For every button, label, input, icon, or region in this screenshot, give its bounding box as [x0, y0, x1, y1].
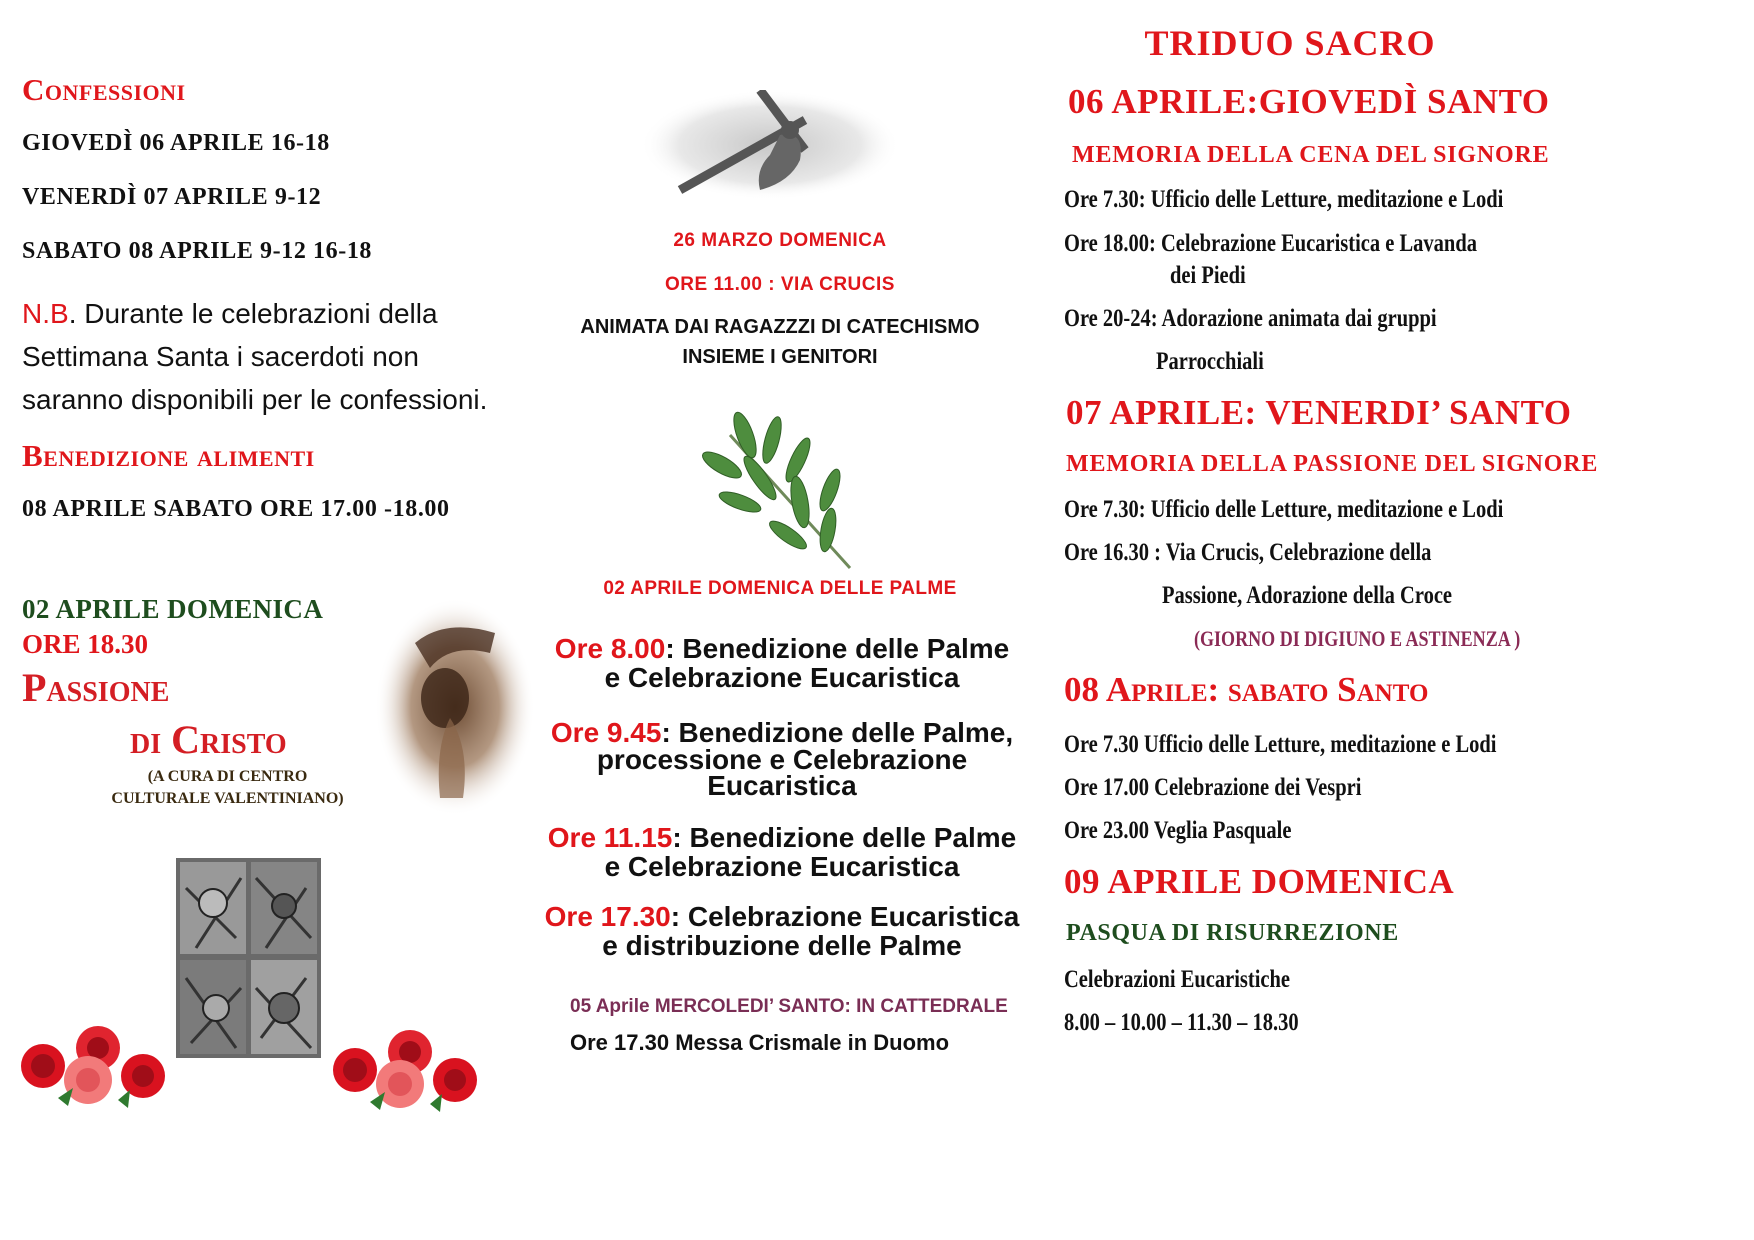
giovedi-subtitle: MEMORIA DELLA CENA DEL SIGNORE	[1072, 142, 1550, 168]
giovedi-line-2: Ore 18.00: Celebrazione Eucaristica e Lavanda	[1064, 230, 1477, 257]
passione-time: ORE 18.30	[22, 629, 149, 659]
sabato-line-2: Ore 17.00 Celebrazione dei Vespri	[1064, 774, 1362, 801]
schedule-line1-2: : Benedizione delle Palme,	[661, 717, 1014, 748]
via-crucis-note-1: ANIMATA DAI RAGAZZZI DI CATECHISMO	[580, 316, 980, 338]
sabato-line-1: Ore 7.30 Ufficio delle Letture, meditazione e Lodi	[1064, 731, 1497, 758]
schedule-line2-4: e distribuzione delle Palme	[602, 930, 962, 961]
schedule-time-1: Ore 8.00	[554, 633, 666, 664]
nb-paragraph	[22, 292, 492, 421]
stained-glass-image	[176, 858, 321, 1058]
confessioni-line-1: GIOVEDÌ 06 APRILE 16-18	[22, 130, 330, 156]
venerdi-line-3: Passione, Adorazione della Croce	[1162, 582, 1453, 609]
via-crucis-time: ORE 11.00 : VIA CRUCIS	[665, 274, 895, 295]
mercoledi-title: 05 Aprile MERCOLEDI’ SANTO: IN CATTEDRALE	[570, 996, 1008, 1017]
schedule-item-4	[522, 902, 1042, 960]
schedule-line1-4: : Celebrazione Eucaristica	[670, 901, 1020, 932]
christ-image	[375, 598, 535, 816]
schedule-line3-2: Eucaristica	[707, 770, 857, 801]
mercoledi-line: Ore 17.30 Messa Crismale in Duomo	[570, 1030, 950, 1055]
schedule-item-2	[522, 718, 1042, 799]
sabato-line-3: Ore 23.00 Veglia Pasquale	[1064, 817, 1292, 844]
nb-label: N.B	[22, 298, 69, 329]
confessioni-title: Confessioni	[22, 72, 186, 107]
schedule-line1-3: : Benedizione delle Palme	[672, 822, 1017, 853]
nb-text: . Durante le celebrazioni della Settimana Santa i sacerdoti non saranno disponibili per le confessioni.	[22, 298, 488, 415]
venerdi-line-1: Ore 7.30: Ufficio delle Letture, meditazione e Lodi	[1064, 496, 1504, 523]
passione-title-1: Passione	[22, 665, 170, 710]
via-crucis-date: 26 MARZO DOMENICA	[673, 230, 887, 251]
triduo-title: TRIDUO SACRO	[1144, 23, 1436, 63]
sabato-title: 08 Aprile: sabato Santo	[1064, 670, 1429, 709]
passione-note-1: (A CURA DI CENTRO	[147, 768, 308, 785]
giovedi-line-5: Parrocchiali	[1156, 348, 1264, 375]
giovedi-title: 06 APRILE:GIOVEDÌ SANTO	[1068, 82, 1550, 121]
benedizione-line: 08 APRILE SABATO ORE 17.00 -18.00	[22, 496, 450, 522]
passione-date: 02 APRILE DOMENICA	[22, 594, 324, 624]
roses-right-image	[330, 1022, 480, 1112]
schedule-item-3	[522, 823, 1042, 881]
schedule-time-3: Ore 11.15	[547, 822, 673, 853]
schedule-item-1	[522, 634, 1042, 692]
venerdi-note: (GIORNO DI DIGIUNO E ASTINENZA )	[1194, 626, 1521, 651]
domenica-title: 09 APRILE DOMENICA	[1064, 862, 1455, 901]
passione-note-2: CULTURALE VALENTINIANO)	[111, 790, 344, 807]
pasqua-times: 8.00 – 10.00 – 11.30 – 18.30	[1064, 1009, 1299, 1036]
schedule-time-2: Ore 9.45	[550, 717, 662, 748]
schedule-line1-1: : Benedizione delle Palme	[665, 633, 1010, 664]
pasqua-subtitle: PASQUA DI RISURREZIONE	[1066, 920, 1399, 946]
schedule-line2-1: e Celebrazione Eucaristica	[604, 662, 960, 693]
palme-title: 02 APRILE DOMENICA DELLE PALME	[603, 578, 957, 599]
olive-branch-image	[700, 410, 860, 570]
cross-bearer-image	[640, 90, 900, 200]
passione-title-2: di Cristo	[130, 717, 287, 762]
via-crucis-note-2: INSIEME I GENITORI	[682, 346, 878, 368]
roses-left-image	[18, 1018, 168, 1108]
schedule-time-4: Ore 17.30	[544, 901, 671, 932]
confessioni-line-3: SABATO 08 APRILE 9-12 16-18	[22, 238, 373, 264]
schedule-line2-3: e Celebrazione Eucaristica	[604, 851, 960, 882]
giovedi-line-1: Ore 7.30: Ufficio delle Letture, meditazione e Lodi	[1064, 186, 1504, 213]
schedule-line2-2: processione e Celebrazione	[596, 744, 968, 775]
venerdi-line-2: Ore 16.30 : Via Crucis, Celebrazione della	[1064, 539, 1432, 566]
giovedi-line-3: dei Piedi	[1170, 262, 1246, 289]
confessioni-line-2: VENERDÌ 07 APRILE 9-12	[22, 184, 322, 210]
venerdi-subtitle: MEMORIA DELLA PASSIONE DEL SIGNORE	[1066, 451, 1599, 477]
pasqua-label: Celebrazioni Eucaristiche	[1064, 966, 1291, 993]
benedizione-title: Benedizione alimenti	[22, 438, 315, 473]
giovedi-line-4: Ore 20-24: Adorazione animata dai gruppi	[1064, 305, 1437, 332]
venerdi-title: 07 APRILE: VENERDI’ SANTO	[1066, 393, 1572, 432]
